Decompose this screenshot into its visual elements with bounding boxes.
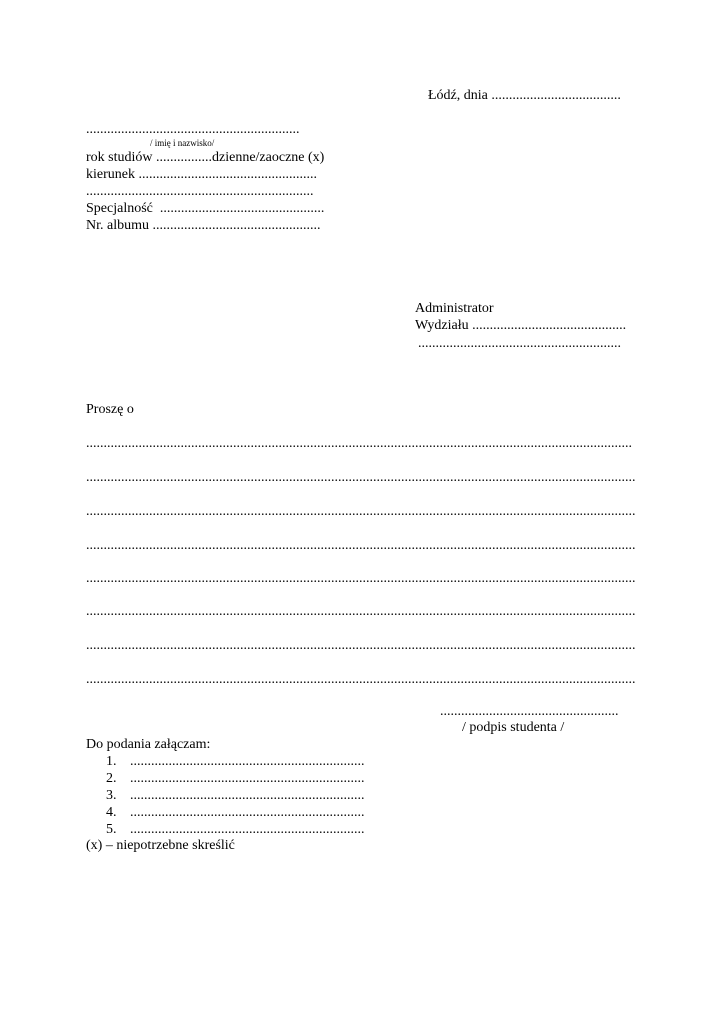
student-name-line: ............................................................. bbox=[86, 122, 300, 137]
list-item-number: 5. bbox=[106, 822, 117, 837]
list-item bbox=[106, 787, 365, 804]
list-item bbox=[106, 821, 365, 838]
field-of-study-line: kierunek ................................................... bbox=[86, 167, 317, 182]
list-item bbox=[106, 804, 365, 821]
request-line: ............................................................................................................................................................. bbox=[86, 504, 636, 519]
recipient-faculty-line: Wydziału ............................................ bbox=[415, 318, 627, 333]
list-item-line: ................................................................... bbox=[130, 788, 365, 803]
list-item bbox=[106, 770, 365, 787]
specialty-line: Specjalność ............................................... bbox=[86, 201, 325, 216]
request-line: ............................................................................................................................................................. bbox=[86, 470, 636, 485]
recipient-title: Administrator bbox=[415, 301, 494, 316]
blank-line: ................................................................. bbox=[86, 184, 314, 199]
request-line: ............................................................................................................................................................ bbox=[86, 436, 632, 451]
request-line: ............................................................................................................................................................. bbox=[86, 571, 636, 586]
attachments-list bbox=[106, 753, 365, 838]
list-item-number: 2. bbox=[106, 771, 117, 786]
list-item-line: ................................................................... bbox=[130, 805, 365, 820]
list-item-number: 3. bbox=[106, 788, 117, 803]
study-year-line: rok studiów ................dzienne/zaoczne (x) bbox=[86, 150, 325, 165]
request-line: ............................................................................................................................................................. bbox=[86, 638, 636, 653]
place-date-line: Łódź, dnia ..................................... bbox=[428, 88, 621, 103]
request-line: ............................................................................................................................................................. bbox=[86, 604, 636, 619]
student-name-caption: / imię i nazwisko/ bbox=[150, 138, 215, 148]
list-item-line: ................................................................... bbox=[130, 822, 365, 837]
request-intro: Proszę o bbox=[86, 402, 134, 417]
request-line: ............................................................................................................................................................. bbox=[86, 538, 636, 553]
list-item-line: ................................................................... bbox=[130, 771, 365, 786]
recipient-extra-line: .......................................................... bbox=[418, 336, 621, 351]
request-line: ............................................................................................................................................................. bbox=[86, 672, 636, 687]
signature-caption: / podpis studenta / bbox=[462, 720, 565, 735]
signature-line: ................................................... bbox=[440, 704, 619, 719]
list-item-line: ................................................................... bbox=[130, 754, 365, 769]
attachments-title: Do podania załączam: bbox=[86, 737, 211, 752]
list-item bbox=[106, 753, 365, 770]
list-item-number: 4. bbox=[106, 805, 117, 820]
footnote: (x) – niepotrzebne skreślić bbox=[86, 838, 235, 853]
album-number-line: Nr. albumu ................................................ bbox=[86, 218, 321, 233]
list-item-number: 1. bbox=[106, 754, 117, 769]
